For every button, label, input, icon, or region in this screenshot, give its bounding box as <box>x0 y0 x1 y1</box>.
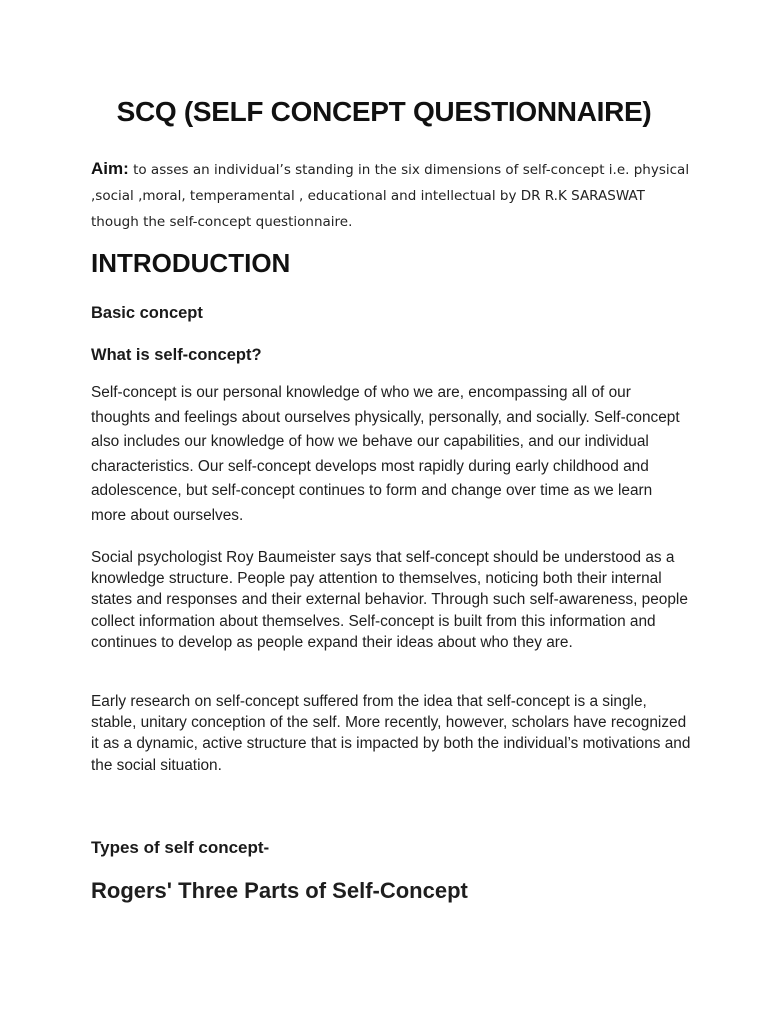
rogers-three-parts-heading: Rogers' Three Parts of Self-Concept <box>91 878 468 903</box>
document-title: SCQ (SELF CONCEPT QUESTIONNAIRE) <box>116 96 652 127</box>
basic-concept-heading: Basic concept <box>91 304 203 322</box>
aim-text: to asses an individual’s standing in the six dimensions of self-concept i.e. physical ,social ,moral, temperamental , educational and intellectual by DR R.K SARASWAT though the self-concept questionnaire. <box>91 162 690 230</box>
body-paragraph-3: Early research on self-concept suffered from the idea that self-concept is a single, stable, unitary conception of the self. More recently, however, scholars have recognized it as a dynamic, active structure that is impacted by both the individual’s motivations and the social situation. <box>91 693 691 774</box>
aim-paragraph <box>91 156 691 235</box>
aim-label: Aim: <box>91 159 129 178</box>
body-paragraph-2: Social psychologist Roy Baumeister says that self-concept should be understood as a knowledge structure. People pay attention to themselves, noticing both their internal states and responses and their external behavior. Through such self-awareness, people collect information about themselves. Self-concept is built from this information and continues to develop as people expand their ideas about who they are. <box>91 549 688 651</box>
what-is-self-concept-heading: What is self-concept? <box>91 346 262 364</box>
body-paragraph-1: Self-concept is our personal knowledge of who we are, encompassing all of our thoughts and feelings about ourselves physically, personally, and socially. Self-concept also includes our knowledge of how we behave our capabilities, and our individual characteristics. Our self-concept develops most rapidly during early childhood and adolescence, but self-concept continues to form and change over time as we learn more about ourselves. <box>91 384 680 524</box>
introduction-heading: INTRODUCTION <box>91 248 291 278</box>
types-of-self-concept-heading: Types of self concept- <box>91 838 270 857</box>
